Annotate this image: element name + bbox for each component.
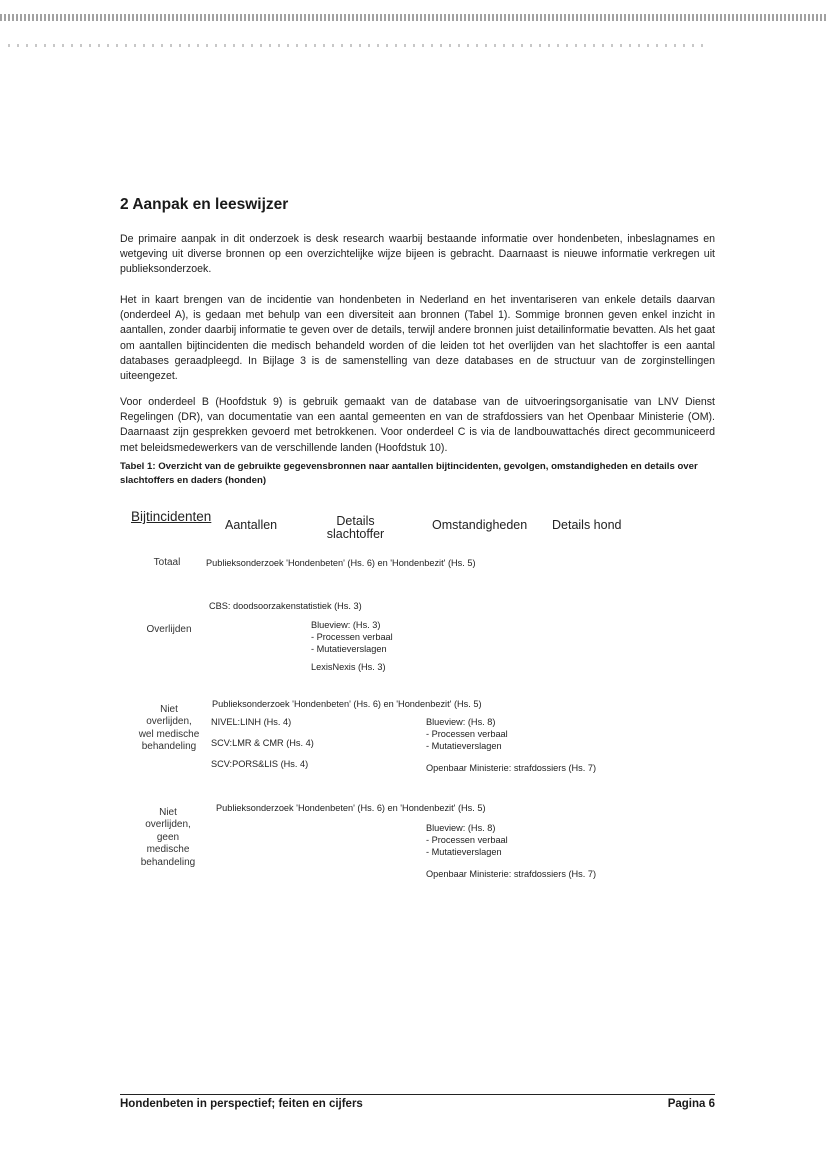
cell-geen-processen-verbaal: - Processen verbaal xyxy=(426,835,508,845)
section-heading: 2 Aanpak en leeswijzer xyxy=(120,196,289,213)
cell-overlijden-blueview: Blueview: (Hs. 3) xyxy=(311,620,381,630)
col-header-bijtincidenten: Bijtincidenten xyxy=(131,509,212,524)
row-label-line: overlijden, xyxy=(146,716,192,728)
cell-wel-openbaar-ministerie: Openbaar Ministerie: strafdossiers (Hs. 7) xyxy=(426,763,597,773)
col-header-details-hond: Details hond xyxy=(552,518,622,532)
cell-geen-openbaar-ministerie: Openbaar Ministerie: strafdossiers (Hs. 7) xyxy=(426,869,597,879)
scan-dots xyxy=(8,44,708,47)
row-label-totaal: Totaal xyxy=(153,557,181,568)
cell-overlijden-mutatieverslagen: - Mutatieverslagen xyxy=(311,644,387,654)
cell-geen-mutatieverslagen: - Mutatieverslagen xyxy=(426,847,502,857)
row-label-line: behandeling xyxy=(141,741,197,753)
row-label-line: behandeling xyxy=(140,856,196,868)
cell-geen-publieksonderzoek: Publieksonderzoek 'Hondenbeten' (Hs. 6) en 'Hondenbezit' (Hs. 5) xyxy=(216,803,486,813)
row-label-niet-overlijden-geen-behandeling xyxy=(132,807,204,869)
footer-page-number: Pagina 6 xyxy=(667,1098,715,1110)
cell-overlijden-cbs: CBS: doodsoorzakenstatistiek (Hs. 3) xyxy=(209,601,362,611)
scan-noise-top xyxy=(0,14,826,21)
cell-wel-scv-pors-lis: SCV:PORS&LIS (Hs. 4) xyxy=(211,759,309,769)
col-header-aantallen: Aantallen xyxy=(225,518,278,532)
cell-wel-nivel: NIVEL:LINH (Hs. 4) xyxy=(211,717,292,727)
footer-document-title: Hondenbeten in perspectief; feiten en cijfers xyxy=(120,1098,363,1110)
col-header-details-slachtoffer-line2: slachtoffer xyxy=(326,527,385,541)
cell-wel-scv-lmr-cmr: SCV:LMR & CMR (Hs. 4) xyxy=(211,738,314,748)
footer-rule xyxy=(120,1094,715,1095)
col-header-details-slachtoffer-line1: Details xyxy=(336,514,375,528)
table-caption: Tabel 1: Overzicht van de gebruikte gegevensbronnen naar aantallen bijtincidenten, gevolgen, omstandigheden en details over slachtoffers en daders (honden) xyxy=(120,461,698,486)
col-header-omstandigheden: Omstandigheden xyxy=(432,518,528,532)
row-label-niet-overlijden-wel-behandeling xyxy=(128,704,210,754)
paragraph-onderdeel-b-c: Voor onderdeel B (Hoofdstuk 9) is gebruik gemaakt van de database van de uitvoeringsorganisatie van LNV Dienst Regelingen (DR), van documentatie van een aantal gemeenten en van de strafdossiers van het Openbaar Ministerie (OM). Daarnaast zijn gesprekken gevoerd met betrokkenen. Voor onderdeel C is via de landbouwattachés direct gecommuniceerd met beleidsmedewerkers van de verschillende landen (Hoofdstuk 10). xyxy=(120,396,715,454)
cell-wel-publieksonderzoek: Publieksonderzoek 'Hondenbeten' (Hs. 6) en 'Hondenbezit' (Hs. 5) xyxy=(212,699,482,709)
cell-wel-mutatieverslagen: - Mutatieverslagen xyxy=(426,741,502,751)
cell-totaal-publieksonderzoek: Publieksonderzoek 'Hondenbeten' (Hs. 6) en 'Hondenbezit' (Hs. 5) xyxy=(206,558,476,568)
row-label-line: wel medische xyxy=(138,728,200,740)
row-label-line: Niet xyxy=(160,704,178,715)
cell-wel-processen-verbaal: - Processen verbaal xyxy=(426,729,508,739)
cell-overlijden-lexisnexis: LexisNexis (Hs. 3) xyxy=(311,662,386,672)
col-header-details-slachtoffer xyxy=(318,515,393,541)
cell-overlijden-processen-verbaal: - Processen verbaal xyxy=(311,632,393,642)
paragraph-onderdeel-a: Het in kaart brengen van de incidentie van hondenbeten in Nederland en het inventariseren van enkele details daarvan (onderdeel A), is gedaan met behulp van een diversiteit aan bronnen (Tabel 1). Sommige bronnen geven enkel inzicht in aantallen, zonder daarbij informatie te geven over de details, terwijl andere bronnen juist detailinformatie bevatten. Als het gaat om aantallen bijtincidenten die medisch behandeld worden of die leiden tot het overlijden van het slachtoffer is een aantal databases geraadpleegd. In Bijlage 3 is de samenstelling van deze databases en de structuur van de zorginstellingen uiteengezet. xyxy=(120,294,715,383)
row-label-line: geen xyxy=(156,831,180,843)
row-label-overlijden: Overlijden xyxy=(146,624,192,635)
row-label-line: overlijden, xyxy=(145,819,191,831)
row-label-line: medische xyxy=(146,844,190,856)
cell-wel-blueview: Blueview: (Hs. 8) xyxy=(426,717,496,727)
cell-geen-blueview: Blueview: (Hs. 8) xyxy=(426,823,496,833)
paragraph-intro: De primaire aanpak in dit onderzoek is desk research waarbij bestaande informatie over hondenbeten, inbeslagnames en wetgeving uit diverse bronnen op een overzichtelijke wijze bijeen is gebracht. Daarnaast is nieuwe informatie verkregen uit publieksonderzoek. xyxy=(120,233,715,276)
row-label-line: Niet xyxy=(159,807,177,818)
